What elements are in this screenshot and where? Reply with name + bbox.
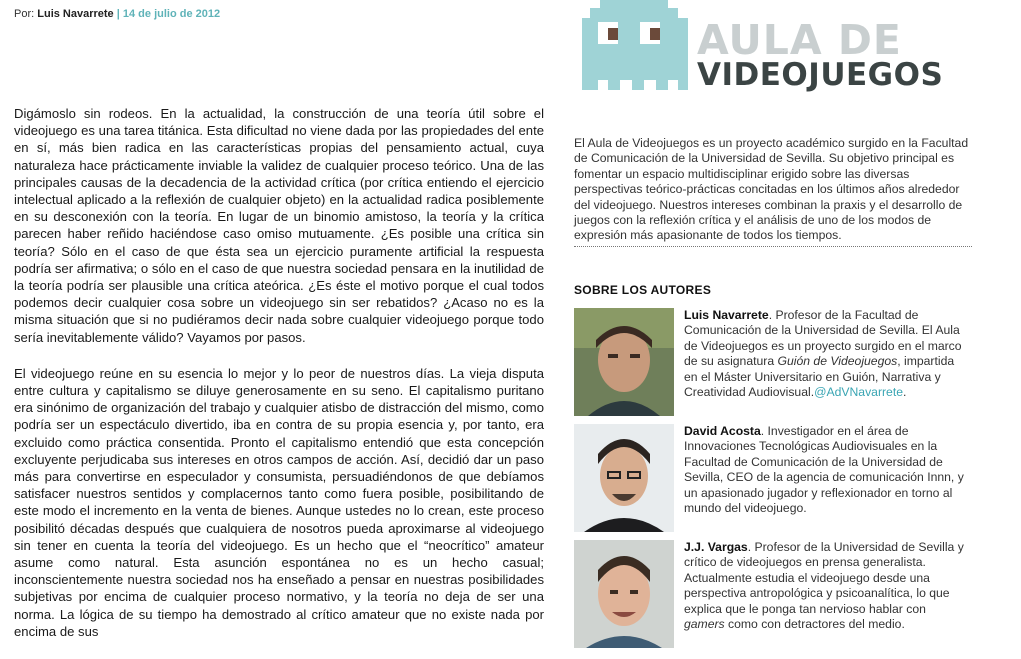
author-name: David Acosta (684, 424, 761, 438)
author-bio (684, 424, 966, 516)
author-twitter-link[interactable]: @AdVNavarrete (814, 385, 903, 400)
author-name: Luis Navarrete (684, 308, 769, 322)
byline (14, 8, 220, 20)
author-bio-text: . Profesor de la Facultad de Comunicación de la Universidad de Sevilla. El Aula de Videojuegos es un proyecto surgido en el marco de su asignatura (684, 308, 962, 369)
byline-author[interactable]: Luis Navarrete (37, 8, 114, 20)
author-bio-emphasis: Guión de Videojuegos (777, 354, 898, 369)
byline-separator: | (116, 8, 120, 20)
author-bio-text: . (903, 385, 907, 400)
authors-heading: SOBRE LOS AUTORES (574, 283, 712, 297)
logo-title-line1: AULA DE (697, 16, 902, 64)
logo-title-line2: VIDEOJUEGOS (697, 57, 944, 93)
author-name: J.J. Vargas (684, 540, 748, 554)
author-bio-text: . Profesor de la Universidad de Sevilla y crítico de videojuegos en prensa generalista. Actualmente estudia el videojuego desde una perspectiva antropológica y psicoanalítica, lo que explica que le ponga tan nervioso hablar con (684, 540, 964, 616)
ghost-icon (582, 0, 688, 90)
author-bio-text: como con detractores del medio. (724, 617, 905, 632)
author-bio (684, 540, 966, 632)
byline-prefix: Por: (14, 8, 35, 20)
author-bio (684, 308, 966, 400)
article-body (14, 105, 544, 659)
author-photo (574, 308, 674, 416)
byline-date: 14 de julio de 2012 (122, 8, 221, 20)
author-photo (574, 540, 674, 648)
author-photo (574, 424, 674, 532)
author-bio-text: . Investigador en el área de Innovaciones Tecnológicas Audiovisuales en la Facultad de Comunicación de la Universidad de Sevilla, CEO de la agencia de comunicación Innn, y un apasionado jugador y reflexionador en torno al mundo del videojuego. (684, 424, 964, 516)
author-bio-text: , impartida en el Máster Universitario en Guión, Narrativa y Creatividad Audiovisual. (684, 354, 955, 400)
about-text: El Aula de Videojuegos es un proyecto académico surgido en la Facultad de Comunicación de la Universidad de Sevilla. Su objetivo principal es fomentar un espacio multidisciplinar erigido sobre las diversas perspectivas teórico-prácticas concitadas en los últimos años alrededor del videojuego. Nuestros intereses combinan la praxis y el desarrollo de juegos con la reflexión crítica y el análisis de uno de los modos de expresión más apasionante de todos los tiempos. (574, 136, 972, 247)
author-bio-emphasis: gamers (684, 617, 725, 632)
article-paragraph: Digámoslo sin rodeos. En la actualidad, la construcción de una teoría útil sobre el videojuego es una tarea titánica. Esta dificultad no viene dada por las propiedades del ente en sí, más bien radica en las características propias del pensamiento actual, cuya naturaleza hace prácticamente inviable la validez de cualquier proceso teórico. Una de las principales causas de la decadencia de la actividad crítica (por crítica entiendo el ejercicio intelectual aplicado a la reflexión de cualquier objeto) en la actualidad radica posiblemente en su desconexión con la teoría. En lugar de un binomio amistoso, la teoría y la crítica parecen haber reñido haciéndose caso omiso mutuamente. ¿Es posible una crítica sin teoría? Sólo en el caso de que ésta sea un ejercicio puramente artificial la respuesta podría ser afirmativa; o sólo en el caso de que nuestra sociedad pensara en la inutilidad de la teoría podría ser plausible una crítica ateórica. ¿Es éste el motivo porque el cual todos podemos decir cualquier cosa sobre un videojuego sin ser rebatidos? ¿Acaso no es la misma situación que si no pudiéramos decir nada sobre cualquier videojuego porque todo sería inevitablemente válido? Vayamos por pasos. (14, 106, 544, 345)
article-paragraph: El videojuego reúne en su esencia lo mejor y lo peor de nuestros días. La vieja disputa entre cultura y capitalismo se diluye generosamente en su seno. El capitalismo puritano era sinónimo de organización del trabajo y cualquier atisbo de distracción del mismo, como podría ser un espectáculo divertido, iba en contra de su propia esencia y, por tanto, era excluido como práctica consentida. Pronto el capitalismo entendió que esta concepción excluyente perjudicaba sus intereses en otros campos de acción. Así, decidió dar un paso más para convertirse en especulador y consumista, persuadiéndonos de que debíamos satisfacer nuestros sentidos y complacernos tanto como fuera posible, posibilitando de este modo el incremento en la venta de bienes. Aunque ustedes no lo crean, este proceso posibilitó décadas después que cualquiera de nosotros pueda aproximarse al videojuego sin tener en cuenta la teoría del videojuego. Es un hecho que el “neocrítico” amateur asume como natural. Esta asunción espontánea no es un hecho casual; inconscientemente nuestra sociedad nos ha enseñado a pensar en nuestras posibilidades subjetivas por encima de cualquier proceso normativo, y la teoría no deja de ser una norma. La lógica de su tiempo ha demostrado al crítico amateur que no existe nada por encima de sus (14, 365, 544, 639)
